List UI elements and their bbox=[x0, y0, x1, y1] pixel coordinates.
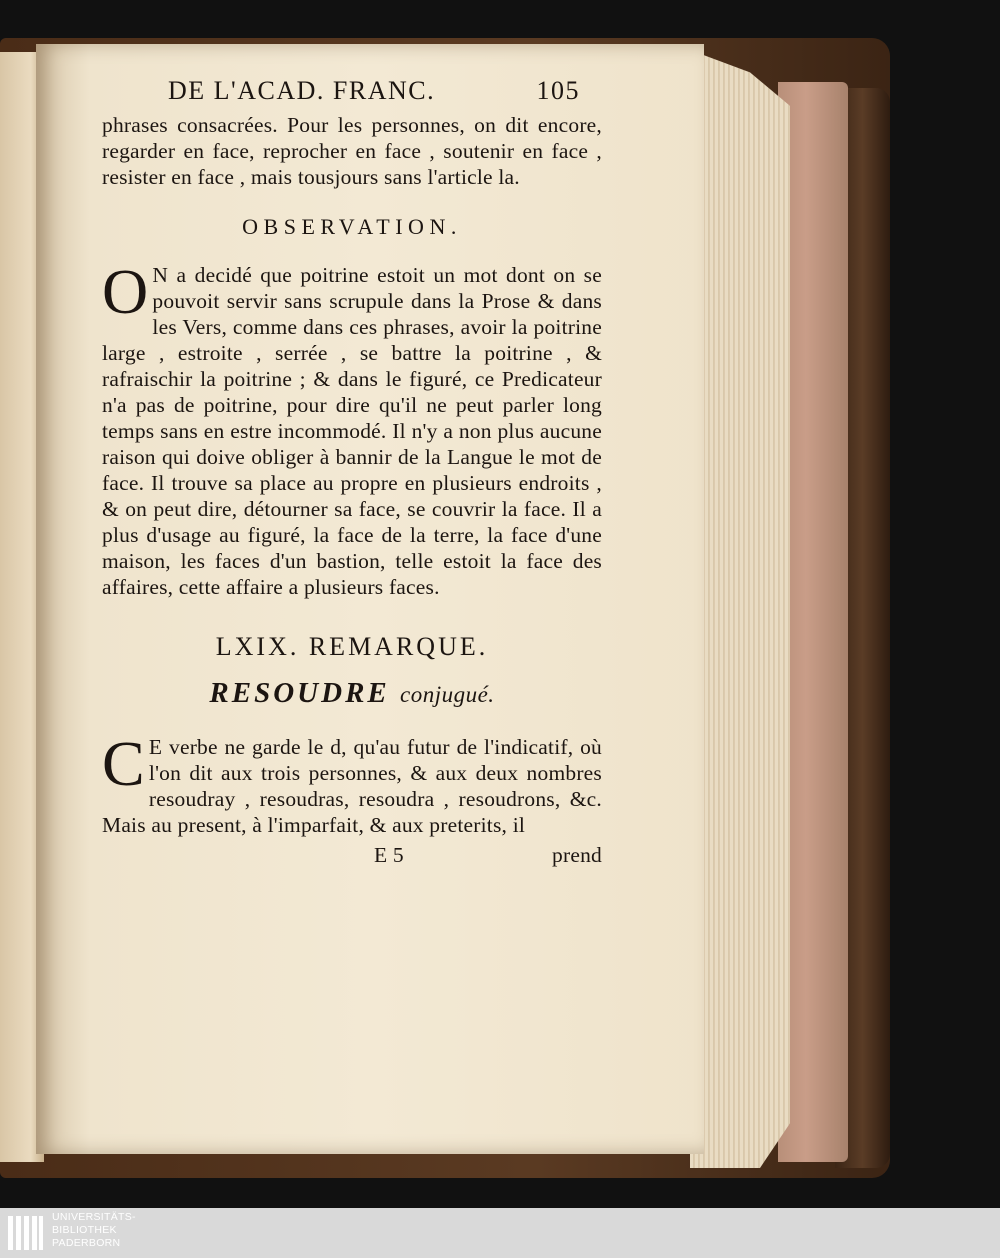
remark-title-word: RESOUDRE bbox=[209, 677, 390, 709]
remark-text: E verbe ne garde le d, qu'au futur de l'indicatif, où l'on dit aux trois personnes, & aux deux nombres resoudray , resoudras, resoudra , resoudrons, &c. Mais au present, à l'imparfait, & aux preterits, il bbox=[102, 735, 602, 837]
running-head bbox=[168, 78, 602, 104]
observation-heading: OBSERVATION. bbox=[242, 214, 462, 239]
observation-text: N a decidé que poitrine estoit un mot dont on se pouvoit servir sans scrupule dans la Prose & dans les Vers, comme dans ces phrases, avoir la poitrine large , estroite , serrée , se battre la poitrine , & rafraischir la poitrine ; & dans le figuré, ce Predicateur n'a pas de poitrine, pour dire qu'il ne peut parler long temps sans en estre incommodé. Il n'y a non plus aucune raison qui doive obliger à bannir de la Langue le mot de face. Il trouve sa place au propre en plusieurs endroits , & on peut dire, détourner sa face, se couvrir la face. Il a plus d'usage au figuré, la face de la terre, la face d'une maison, les faces d'un bastion, telle estoit la face des affaires, cette affaire a plusieurs faces. bbox=[102, 263, 602, 599]
running-title: DE L'ACAD. FRANC. bbox=[168, 76, 436, 105]
remark-paragraph bbox=[102, 728, 602, 838]
observation-paragraph bbox=[102, 256, 602, 600]
library-name bbox=[52, 1211, 136, 1250]
library-line-1: UNIVERSITÄTS- bbox=[52, 1211, 136, 1223]
library-banner bbox=[0, 1208, 1000, 1258]
page-number: 105 bbox=[536, 76, 580, 105]
intro-paragraph: phrases consacrées. Pour les personnes, on dit encore, regarder en face, reprocher en face , soutenir en face , resister en face , mais tousjours sans l'article la. bbox=[102, 113, 602, 189]
page-footer bbox=[102, 842, 602, 868]
observation-dropcap: O bbox=[102, 256, 149, 327]
remark-title-sub: conjugué. bbox=[400, 682, 495, 707]
library-line-2: BIBLIOTHEK bbox=[52, 1224, 117, 1236]
page-edges bbox=[690, 50, 790, 1168]
page-text bbox=[102, 78, 602, 868]
remark-dropcap: C bbox=[102, 728, 145, 799]
signature-mark: E 5 bbox=[374, 843, 404, 867]
library-logo-icon bbox=[6, 1212, 46, 1254]
remark-title bbox=[102, 677, 602, 709]
catchword: prend bbox=[552, 843, 602, 867]
library-line-3: PADERBORN bbox=[52, 1237, 121, 1249]
remark-heading: LXIX. REMARQUE. bbox=[215, 632, 489, 661]
